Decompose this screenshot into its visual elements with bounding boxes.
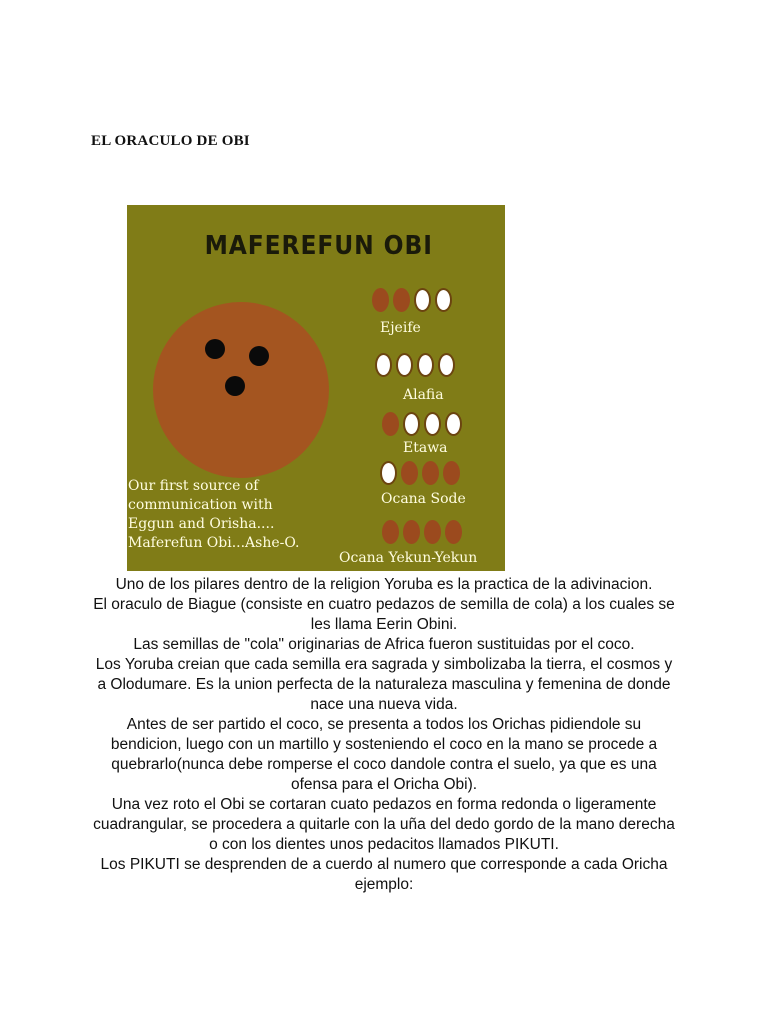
seed-row (380, 461, 460, 485)
seed-white (380, 461, 397, 485)
body-text (90, 575, 678, 895)
caption-line: Eggun and Orisha.... (128, 516, 275, 532)
seed-brown (445, 520, 462, 544)
document-title: EL ORACULO DE OBI (91, 133, 250, 149)
seed-brown (372, 288, 389, 312)
coconut-eye (249, 346, 269, 366)
seed-white (424, 412, 441, 436)
seed-row (375, 353, 455, 377)
caption-line: Maferefun Obi...Ashe-O. (128, 535, 300, 551)
seed-white (375, 353, 392, 377)
paragraph: Uno de los pilares dentro de la religion Yoruba es la practica de la adivinacion. (115, 576, 653, 593)
seed-brown (443, 461, 460, 485)
seed-white (438, 353, 455, 377)
coconut-illustration (153, 302, 329, 478)
paragraph: Una vez roto el Obi se cortaran cuato pedazos en forma redonda o ligeramente cuadrangular, se procedera a quitarle con la uña del dedo gordo de la mano derecha o con los dientes unos pedacitos llamados PIKUTI. (93, 796, 675, 853)
seed-white (417, 353, 434, 377)
figure-caption (128, 477, 348, 553)
coconut-eye (205, 339, 225, 359)
seed-row (372, 288, 452, 312)
seed-brown (393, 288, 410, 312)
caption-line: communication with (128, 497, 273, 513)
seed-brown (382, 520, 399, 544)
seed-brown (401, 461, 418, 485)
seed-brown (422, 461, 439, 485)
maferefun-obi-figure (127, 205, 505, 571)
paragraph: Los Yoruba creian que cada semilla era sagrada y simbolizaba la tierra, el cosmos y a Olodumare. Es la union perfecta de la naturaleza masculina y femenina de donde nace una nueva vida. (95, 656, 673, 713)
paragraph: Los PIKUTI se desprenden de a cuerdo al numero que corresponde a cada Oricha ejemplo: (100, 856, 668, 893)
reading-label: Ocana Yekun-Yekun (339, 550, 478, 566)
paragraph: El oraculo de Biague (consiste en cuatro pedazos de semilla de cola) a los cuales se les llama Eerin Obini. (93, 596, 675, 633)
seed-row (382, 520, 462, 544)
seed-white (435, 288, 452, 312)
caption-line: Our first source of (128, 478, 259, 494)
seed-white (396, 353, 413, 377)
reading-label: Ejeife (380, 320, 421, 336)
reading-label: Alafia (403, 387, 444, 403)
seed-white (445, 412, 462, 436)
seed-row (382, 412, 462, 436)
seed-white (414, 288, 431, 312)
reading-label: Etawa (403, 440, 448, 456)
seed-brown (424, 520, 441, 544)
paragraph: Antes de ser partido el coco, se presenta a todos los Orichas pidiendole su bendicion, luego con un martillo y sosteniendo el coco en la mano se procede a quebrarlo(nunca debe romperse el coco dandole contra el suelo, ya que es una ofensa para el Oricha Obi). (110, 716, 658, 793)
figure-title: MAFEREFUN OBI (204, 231, 433, 261)
paragraph: Las semillas de "cola" originarias de Africa fueron sustituidas por el coco. (133, 636, 635, 653)
seed-white (403, 412, 420, 436)
seed-brown (403, 520, 420, 544)
coconut-eye (225, 376, 245, 396)
reading-label: Ocana Sode (381, 491, 466, 507)
seed-brown (382, 412, 399, 436)
